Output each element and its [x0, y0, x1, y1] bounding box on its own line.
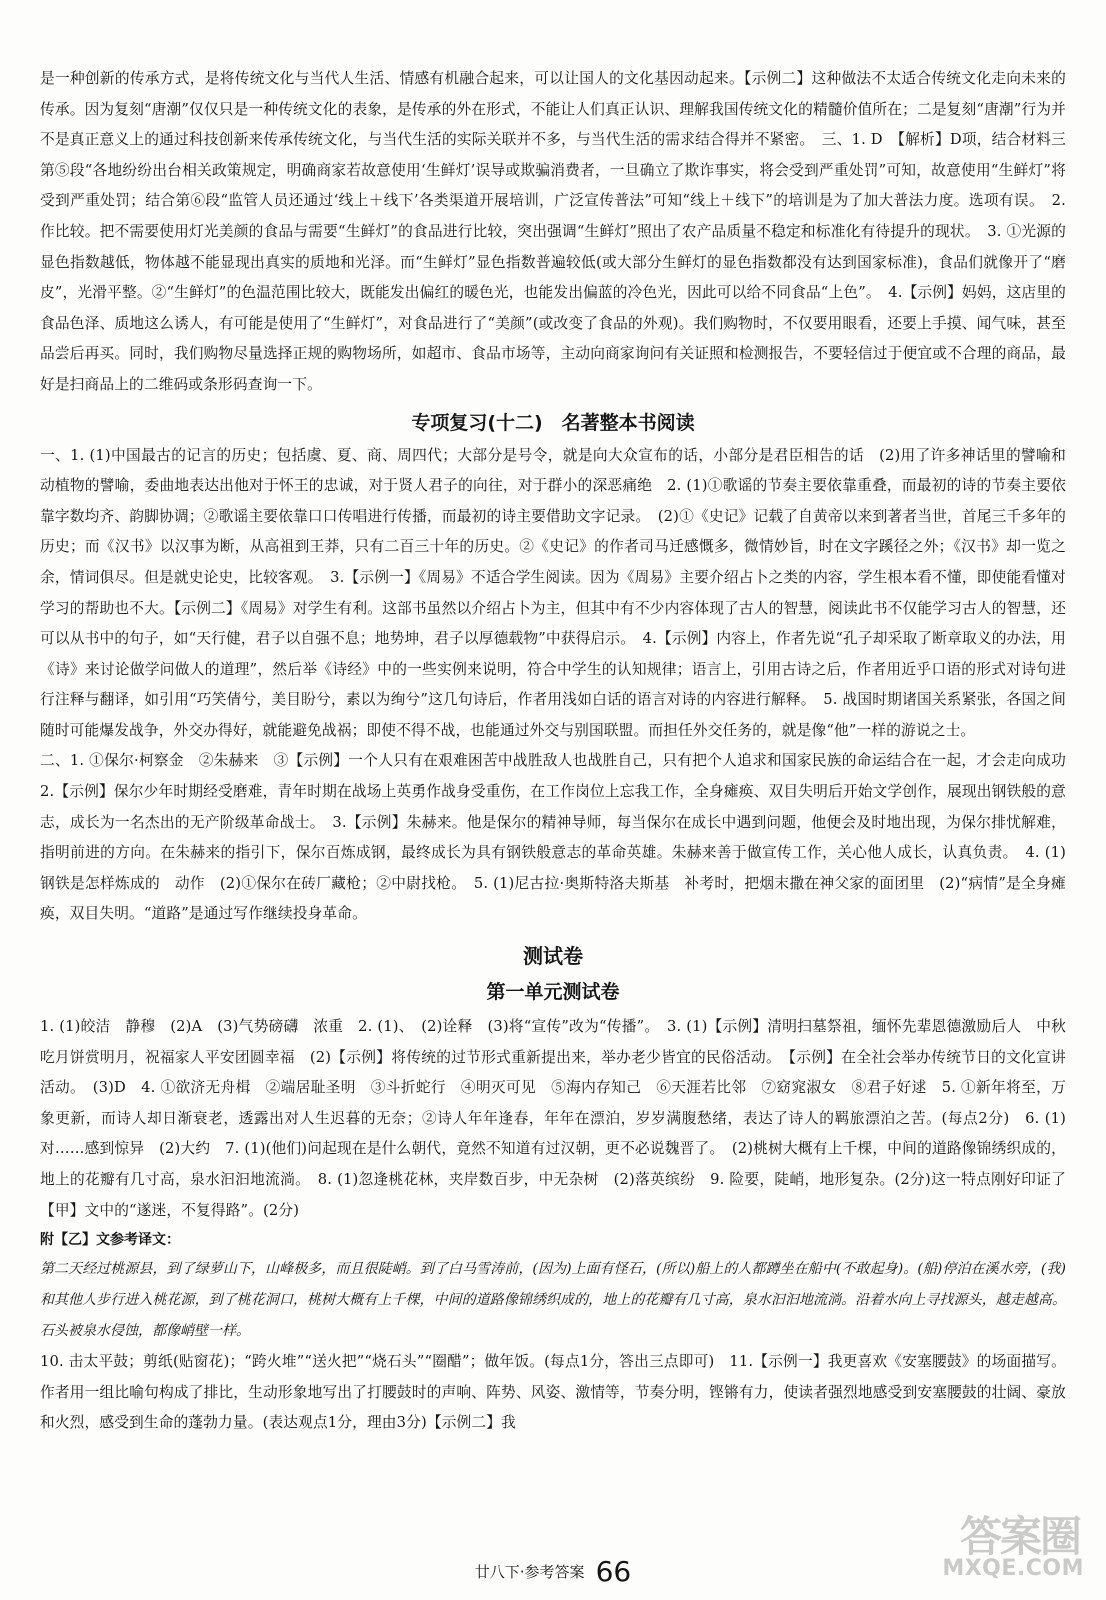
answer-paragraph-steel: 二、1. ①保尔·柯察金 ②朱赫来 ③【示例】一个人只有在艰难困苦中战胜敌人也战胜自己，只有把个人追求和国家民族的命运结合在一起，才会走向成功 2.【示例】保尔少年时期经受磨难，青年时期在战场上英勇作战身受重伤，在工作岗位上忘我工作，全身瘫痪、双目失明后开始文学创作，展现出钢铁般的意志，成长为一名杰出的无产阶级革命战士。 3.【示例】朱赫来。他是保尔的精神导师，每当保尔在成长中遇到问题，他便会及时地出现，为保尔排忧解难，指明前进的方向。在朱赫来的指引下，保尔百炼成钢，最终成长为具有钢铁般意志的革命英雄。朱赫来善于做宣传工作，关心他人成长，认真负责。 4. (1)钢铁是怎样炼成的 动作 (2)①保尔在砖厂藏枪；②中尉找枪。 5. (1)尼古拉·奥斯特洛夫斯基 补考时，把烟末撒在神父家的面团里 (2)“病情”是全身瘫痪，双目失明。“道路”是通过写作继续投身革命。: [40, 752, 1081, 923]
answer-paragraph-unit-one: 1. (1)皎洁 静穆 (2)A (3)气势磅礴 浓重 2. (1)、 (2)诠释 (3)将“宣传”改为“传播”。 3. (1)【示例】清明扫墓祭祖，缅怀先辈恩德激励后人 中秋吃月饼赏明月，祝福家人平安团圆幸福 (2)【示例】将传统的过节形式重新提出来，举办老少皆宜的民俗活动。 【示例】在全社会举办传统节日的文化宣讲活动。 (3)D 4. ①欲济无舟楫 ②端居耻圣明 ③斗折蛇行 ④明灭可见 ⑤海内存知己 ⑥天涯若比邻 ⑦窈窕淑女 ⑧君子好逑 5. ①新年将至，万象更新，而诗人却日渐衰老，透露出对人生迟暮的无奈；②诗人年年逢春，年年在漂泊，岁岁满腹愁绪，表达了诗人的羁旅漂泊之苦。(每点2分) 6. (1)对……感到惊异 (2)大约 7. (1)(他们)问起现在是什么朝代，竟然不知道有过汉朝，更不必说魏晋了。 (2)桃树大概有上千棵，中间的道路像锦绣织成的，地上的花瓣有几寸高，泉水汩汩地流淌。 8. (1)忽逢桃花林，夹岸数百步，中无杂树 (2)落英缤纷 9. 险要，陡峭，地形复杂。(2分)这一特点刚好印证了【甲】文中的“遂迷，不复得路”。(2分): [40, 1018, 1066, 1219]
footer-label: 廿八下·参考答案: [474, 1563, 585, 1581]
answer-paragraph-classics: 一、1. (1)中国最古的记言的历史；包括虞、夏、商、周四代；大部分是号令，就是向大众宣布的话，小部分是君臣相告的话 (2)用了许多神话里的譬喻和动植物的譬喻，委曲地表达出他对于怀王的忠诚，对于贤人君子的向往，对于群小的深恶痛绝 2. (1)①歌谣的节奏主要依靠重叠，而最初的诗的节奏主要依靠字数均齐、韵脚协调；②歌谣主要依靠口口传唱进行传播，而最初的诗主要借助文字记录。 (2)①《史记》记载了自黄帝以来到著者当世，首尾三千多年的历史；而《汉书》以汉事为断，从高祖到王莽，只有二百三十年的历史。②《史记》的作者司马迁感慨多，微情妙旨，时在文字蹊径之外；《汉书》却一览之余，情词俱尽。但是就史论史，比较客观。 3.【示例一】《周易》不适合学生阅读。因为《周易》主要介绍占卜之类的内容，学生根本看不懂，即使能看懂对学习的帮助也不大。【示例二】《周易》对学生有利。这部书虽然以介绍占卜为主，但其中有不少内容体现了古人的智慧，阅读此书不仅能学习古人的智慧，还可以从书中的句子，如“天行健，君子以自强不息；地势坤，君子以厚德载物”中获得启示。 4.【示例】内容上，作者先说“孔子却采取了断章取义的办法，用《诗》来讨论做学问做人的道理”，然后举《诗经》中的一些实例来说明，符合中学生的认知规律；语言上，引用古诗之后，作者用近乎口语的形式对诗句进行注释与翻译，如引用“巧笑倩兮，美目盼兮，素以为绚兮”这几句诗后，作者用浅如白话的语言对诗的内容进行解释。 5. 战国时期诸国关系紧张，各国之间随时可能爆发战争，外交办得好，就能避免战祸；即使不得不战，也能通过外交与别国联盟。而担任外交任务的，就是像“他”一样的游说之士。: [40, 446, 1066, 739]
section-title-review: 专项复习(十二) 名著整本书阅读: [411, 411, 695, 434]
watermark-logo: [942, 1500, 1092, 1592]
watermark-text: 答案圈: [959, 1512, 1080, 1561]
section-title-test: 测试卷: [523, 944, 583, 969]
translation-heading: 附【乙】文参考译文：: [40, 1232, 180, 1249]
section-title-unit-one: 第一单元测试卷: [486, 981, 620, 1004]
watermark-url: MXQE.COM: [942, 1556, 1084, 1581]
answer-paragraph-intro: 是一种创新的传承方式，是将传统文化与当代人生活、情感有机融合起来，可以让国人的文化基因动起来。【示例二】这种做法不太适合传统文化走向未来的传承。因为复刻“唐潮”仅仅只是一种传统文化的表象，是传承的外在形式，不能让人们真正认识、理解我国传统文化的精髓价值所在；二是复刻“唐潮”行为并不是真正意义上的通过科技创新来传承传统文化，与当代生活的实际关联并不多，与当代生活的需求结合得并不紧密。 三、1. D 【解析】D项，结合材料三第⑤段“各地纷纷出台相关政策规定，明确商家若故意使用‘生鲜灯’误导或欺骗消费者，一旦确立了欺诈事实，将会受到严重处罚”可知，故意使用“生鲜灯”将受到严重处罚；结合第⑥段“监管人员还通过‘线上＋线下’各类渠道开展培训，广泛宣传普法”可知“线上＋线下”的培训是为了加大普法力度。选项有误。 2. 作比较。把不需要使用灯光美颜的食品与需要“生鲜灯”的食品进行比较，突出强调“生鲜灯”照出了农产品质量不稳定和标准化有待提升的现状。 3. ①光源的显色指数越低，物体越不能显现出真实的质地和光泽。而“生鲜灯”显色指数普遍较低(或大部分生鲜灯的显色指数都没有达到国家标准)，食品们就像开了“磨皮”，光滑平整。②“生鲜灯”的色温范围比较大，既能发出偏红的暖色光，也能发出偏蓝的冷色光，因此可以给不同食品“上色”。 4.【示例】妈妈，这店里的食品色泽、质地这么诱人，有可能是使用了“生鲜灯”，对食品进行了“美颜”(或改变了食品的外观)。我们购物时，不仅要用眼看，还要上手摸、闻气味，甚至品尝后再买。同时，我们购物尽量选择正规的购物场所，如超市、食品市场等，主动向商家询问有关证照和检测报告，不要轻信过于便宜或不合理的商品，最好是扫商品上的二维码或条形码查询一下。: [40, 70, 1066, 393]
page-footer: [0, 1555, 1106, 1588]
answer-paragraph-unit-one-cont: 10. 击太平鼓；剪纸(贴窗花)；“跨火堆”“送火把”“烧石头”“圈醋”；做年饭。(每点1分，答出三点即可) 11.【示例一】我更喜欢《安塞腰鼓》的场面描写。作者用一组比喻句构成了排比，生动形象地写出了打腰鼓时的声响、阵势、风姿、激情等，节奏分明，铿锵有力，使读者强烈地感受到安塞腰鼓的壮阔、豪放和火烈，感受到生命的蓬勃力量。(表达观点1分，理由3分)【示例二】我: [40, 1353, 1066, 1432]
page-number: 66: [595, 1555, 632, 1588]
translation-body: 第二天经过桃源县，到了绿萝山下，山峰极多，而且很陡峭。到了白马雪涛前，(因为)上面有怪石，(所以)船上的人都蹲坐在船中(不敢起身)。(船)停泊在溪水旁，(我)和其他人步行进入桃花源，到了桃花洞口，桃树大概有上千棵，中间的道路像锦绣织成的，地上的花瓣有几寸高，泉水汩汩地流淌。沿着水向上寻找源头，越走越高。石头被泉水侵蚀，都像峭壁一样。: [40, 1261, 1066, 1340]
